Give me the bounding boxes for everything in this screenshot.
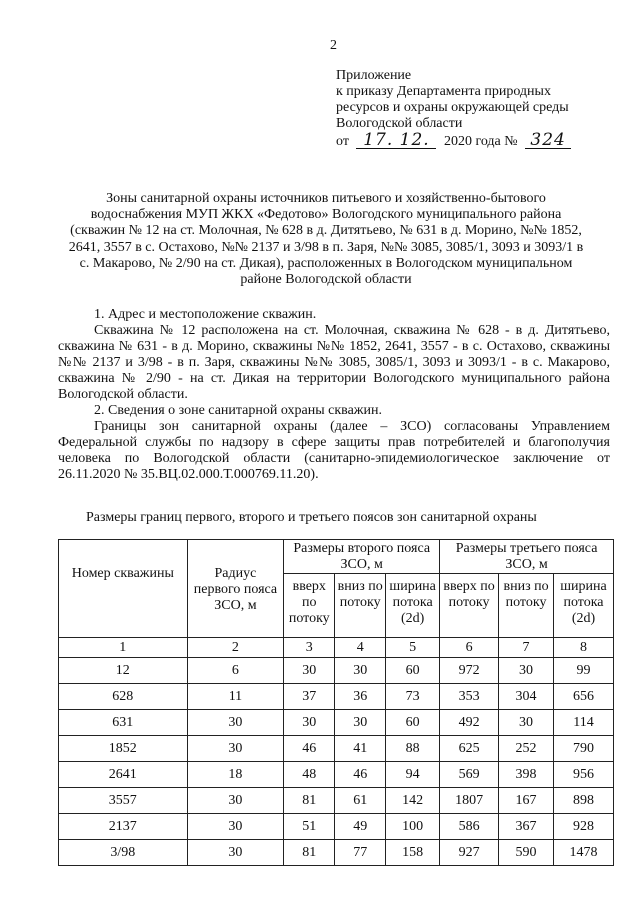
header-third-belt: Размеры третьего пояса ЗСО, м [440, 540, 614, 574]
table-cell: 353 [440, 684, 499, 710]
handwritten-date: 17. 12. [356, 132, 436, 149]
table-cell: 30 [187, 814, 284, 840]
table-cell: 30 [499, 658, 554, 684]
table-cell: 252 [499, 736, 554, 762]
table-cell: 46 [284, 736, 335, 762]
section-heading-1: 1. Адрес и местоположение скважин. [94, 307, 317, 322]
appendix-line: ресурсов и охраны окружающей среды [336, 100, 569, 115]
table-cell: 114 [554, 710, 614, 736]
column-index: 1 [59, 638, 188, 658]
table-cell: 30 [187, 736, 284, 762]
appendix-line: к приказу Департамента природных [336, 84, 551, 99]
table-cell: 48 [284, 762, 335, 788]
table-cell: 77 [335, 840, 386, 866]
table-cell: 956 [554, 762, 614, 788]
table-row [59, 814, 614, 840]
header-upstream: вверх по потоку [440, 574, 499, 638]
table-cell: 1852 [59, 736, 188, 762]
table-row [59, 710, 614, 736]
table-row [59, 762, 614, 788]
table-cell: 569 [440, 762, 499, 788]
header-second-belt: Размеры второго пояса ЗСО, м [284, 540, 440, 574]
table-cell: 1478 [554, 840, 614, 866]
table-row [59, 788, 614, 814]
appendix-line: Вологодской области [336, 116, 463, 131]
table-row [59, 684, 614, 710]
column-index: 7 [499, 638, 554, 658]
column-index-row [59, 638, 614, 658]
table-cell: 18 [187, 762, 284, 788]
table-cell: 492 [440, 710, 499, 736]
table-cell: 6 [187, 658, 284, 684]
header-downstream: вниз по потоку [499, 574, 554, 638]
page-number: 2 [330, 38, 337, 53]
table-row [59, 840, 614, 866]
table-cell: 36 [335, 684, 386, 710]
header-flow-width: ширина потока (2d) [386, 574, 440, 638]
from-label: от [336, 134, 349, 149]
table-cell: 60 [386, 658, 440, 684]
header-well-number: Номер скважины [59, 540, 188, 638]
table-cell: 167 [499, 788, 554, 814]
table-cell: 30 [335, 710, 386, 736]
column-index: 5 [386, 638, 440, 658]
table-cell: 73 [386, 684, 440, 710]
table-cell: 61 [335, 788, 386, 814]
table-cell: 81 [284, 840, 335, 866]
table-cell: 590 [499, 840, 554, 866]
column-index: 3 [284, 638, 335, 658]
table-cell: 30 [499, 710, 554, 736]
table-cell: 398 [499, 762, 554, 788]
table-caption: Размеры границ первого, второго и третьего поясов зон санитарной охраны [86, 510, 537, 525]
table-cell: 3/98 [59, 840, 188, 866]
table-cell: 37 [284, 684, 335, 710]
table-cell: 158 [386, 840, 440, 866]
table-cell: 30 [284, 658, 335, 684]
table-cell: 1807 [440, 788, 499, 814]
table-row [59, 658, 614, 684]
column-index: 4 [335, 638, 386, 658]
table-cell: 898 [554, 788, 614, 814]
table-cell: 51 [284, 814, 335, 840]
table-cell: 628 [59, 684, 188, 710]
table-cell: 656 [554, 684, 614, 710]
column-index: 8 [554, 638, 614, 658]
table-cell: 142 [386, 788, 440, 814]
section-heading-2: 2. Сведения о зоне санитарной охраны скважин. [94, 403, 382, 418]
column-index: 6 [440, 638, 499, 658]
header-flow-width: ширина потока (2d) [554, 574, 614, 638]
table-cell: 928 [554, 814, 614, 840]
document-body [58, 307, 610, 483]
table-cell: 46 [335, 762, 386, 788]
table-cell: 11 [187, 684, 284, 710]
table-cell: 304 [499, 684, 554, 710]
table-cell: 30 [187, 710, 284, 736]
table-cell: 3557 [59, 788, 188, 814]
table-cell: 367 [499, 814, 554, 840]
header-upstream: вверх по потоку [284, 574, 335, 638]
table-cell: 625 [440, 736, 499, 762]
document-title: Зоны санитарной охраны источников питьевого и хозяйственно-бытового водоснабжения МУП ЖКХ «Федотово» Вологодского муниципального района (скважин № 12 на ст. Молочная, № 628 в д. Дитятьево, № 631 в д. Морино, №№ 1852, 2641, 3557 в с. Остахово, №№ 2137 и 3/98 в п. Заря, №№ 3085, 3085/1, 3093 и 3093/1 в с. Макарово, № 2/90 на ст. Дикая), расположенных в Вологодском муниципальном районе Вологодской области [68, 191, 584, 288]
paragraph-wells-location: Скважина № 12 расположена на ст. Молочная, скважина № 628 - в д. Дитятьево, скважина № 631 - в д. Морино, скважины №№ 1852, 2641, 3557 - в с. Остахово, скважины №№ 2137 и 3/98 - в п. Заря, скважины №№ 3085, 3085/1, 3093 и 3093/1 - в с. Макарово, скважина № 2/90 - на ст. Дикая на территории Вологодского муниципального района Вологодской области. [58, 323, 610, 402]
appendix-title: Приложение [336, 68, 412, 83]
table-cell: 81 [284, 788, 335, 814]
table-cell: 99 [554, 658, 614, 684]
column-index: 2 [187, 638, 284, 658]
table-cell: 49 [335, 814, 386, 840]
table-cell: 631 [59, 710, 188, 736]
table-cell: 12 [59, 658, 188, 684]
table-cell: 30 [187, 840, 284, 866]
header-first-belt-radius: Радиус первого пояса ЗСО, м [187, 540, 284, 638]
paragraph-zone-agreement: Границы зон санитарной охраны (далее – ЗСО) согласованы Управлением Федеральной службы по надзору в сфере защиты прав потребителей и благополучия человека по Вологодской области (санитарно-эпидемиологическое заключение от 26.11.2020 № 35.ВЦ.02.000.Т.000769.11.20). [58, 419, 610, 482]
zones-table [58, 539, 614, 866]
handwritten-order-number: 324 [525, 132, 571, 149]
table-cell: 586 [440, 814, 499, 840]
table-cell: 790 [554, 736, 614, 762]
order-date-line [336, 132, 571, 150]
table-cell: 88 [386, 736, 440, 762]
table-cell: 2641 [59, 762, 188, 788]
table-cell: 30 [284, 710, 335, 736]
table-cell: 94 [386, 762, 440, 788]
table-cell: 100 [386, 814, 440, 840]
table-cell: 30 [335, 658, 386, 684]
year-label: 2020 года № [443, 134, 518, 149]
appendix-header [336, 68, 571, 150]
header-downstream: вниз по потоку [335, 574, 386, 638]
table-cell: 2137 [59, 814, 188, 840]
table-cell: 927 [440, 840, 499, 866]
table-row [59, 736, 614, 762]
table-cell: 60 [386, 710, 440, 736]
table-cell: 30 [187, 788, 284, 814]
table-cell: 41 [335, 736, 386, 762]
table-cell: 972 [440, 658, 499, 684]
